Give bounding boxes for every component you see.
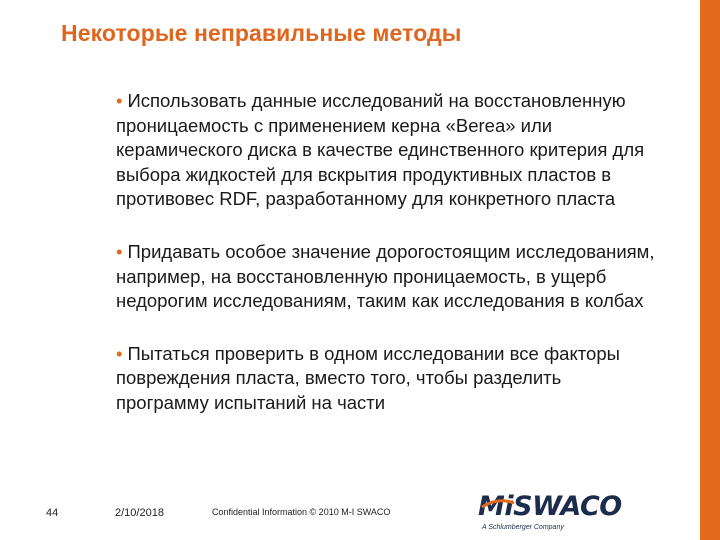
- footer-date: 2/10/2018: [115, 507, 164, 519]
- bullet-item: [116, 89, 656, 212]
- accent-stripe: [700, 0, 720, 540]
- bullet-text: Пытаться проверить в одном исследовании все факторы повреждения пласта, вместо того, чтобы разделить программу испытаний на части: [116, 342, 620, 413]
- bullet-marker: •: [116, 90, 123, 111]
- title-bar: [0, 0, 720, 72]
- confidential-notice: Confidential Information © 2010 M-I SWACO: [212, 507, 391, 517]
- page-number: 44: [46, 507, 59, 519]
- bullet-item: [116, 342, 656, 416]
- bullet-marker: •: [116, 342, 123, 364]
- bullet-marker: •: [116, 240, 123, 262]
- bullet-text: Придавать особое значение дорогостоящим исследованиям, например, на восстановленную проницаемость, в ущерб недорогим исследованиям, таким как исследования в колбах: [116, 240, 655, 312]
- bullet-text: Использовать данные исследований на восстановленную проницаемость с применением керна «Berea» или керамического диска в качестве единственного критерия для выбора жидкостей для вскрытия продуктивных пластов в противовес RDF, разработанному для конкретного пласта: [116, 90, 645, 210]
- logo-subtitle: A Schlumberger Company: [482, 524, 564, 531]
- slide-title: Некоторые неправильные методы: [61, 20, 462, 46]
- footer: [0, 491, 700, 540]
- bullet-list: [116, 89, 656, 416]
- logo-swoosh-icon: [480, 499, 516, 509]
- logo-wordmark: MiSWACO: [478, 491, 622, 522]
- bullet-item: [116, 240, 656, 314]
- company-logo: [478, 491, 668, 535]
